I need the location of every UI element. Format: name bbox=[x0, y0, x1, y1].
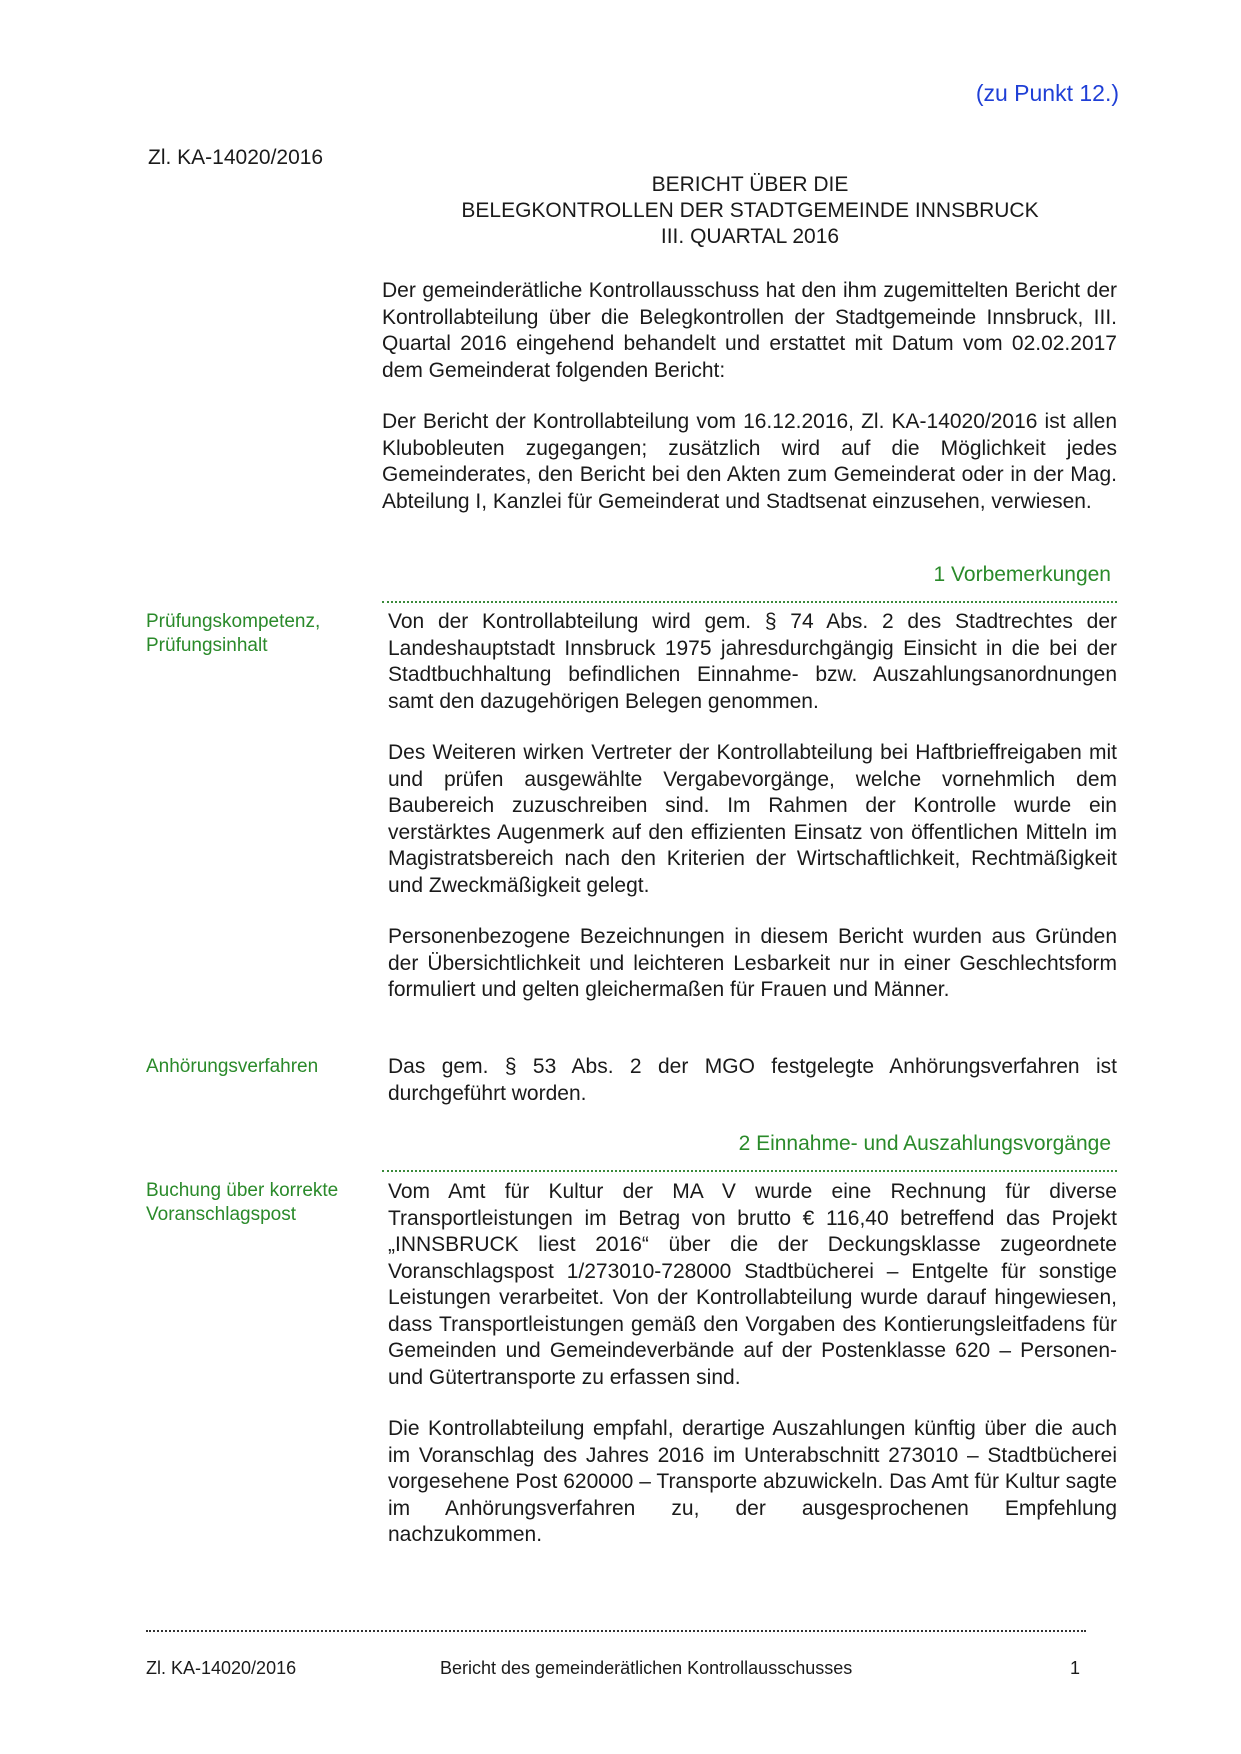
footer-reference: Zl. KA-14020/2016 bbox=[146, 1658, 297, 1678]
report-title bbox=[380, 172, 1120, 250]
section2-paragraph-2: Die Kontrollabteilung empfahl, derartige Auszahlungen künftig über die auch im Voranschlag des Jahres 2016 im Unterabschnitt 273010 – Stadtbücherei vorgesehene Post 620000 – Transporte abzuwickeln. Das Amt für Kultur sagte im Anhörungsverfahren zu, der ausgesprochenen Empfehlung nachzukommen. bbox=[388, 1417, 1117, 1546]
intro-paragraph-1: Der gemeinderätliche Kontrollausschuss hat den ihm zugemittelten Bericht der Kontrollabteilung über die Belegkontrollen der Stadtgemeinde Innsbruck, III. Quartal 2016 eingehend behandelt und erstattet mit Datum vom 02.02.2017 dem Gemeinderat folgenden Bericht: bbox=[382, 279, 1117, 382]
margin-note-pruefungskompetenz: Prüfungskompetenz, Prüfungsinhalt bbox=[146, 611, 321, 656]
intro-paragraph-2: Der Bericht der Kontrollabteilung vom 16.12.2016, Zl. KA-14020/2016 ist allen Klubobleuten zugegangen; zusätzlich wird auf die Möglichkeit jedes Gemeinderates, den Bericht bei den Akten zum Gemeinderat oder in der Mag. Abteilung I, Kanzlei für Gemeinderat und Stadtsenat einzusehen, verwiesen. bbox=[382, 410, 1117, 513]
section-heading-text: 2 Einnahme- und Auszahlungsvorgänge bbox=[738, 1132, 1111, 1155]
reference-number: Zl. KA-14020/2016 bbox=[148, 146, 324, 169]
section1-paragraph-4: Das gem. § 53 Abs. 2 der MGO festgelegte Anhörungsverfahren ist durchgeführt worden. bbox=[388, 1055, 1117, 1105]
section1-paragraph-2: Des Weiteren wirken Vertreter der Kontrollabteilung bei Haftbrieffreigaben mit und prüfen ausgewählte Vergabevorgänge, welche vornehmlich dem Baubereich zuzuschreiben sind. Im Rahmen der Kontrolle wurde ein verstärktes Augenmerk auf den effizienten Einsatz von öffentlichen Mitteln im Magistratsbereich nach den Kriterien der Wirtschaftlichkeit, Rechtmäßigkeit und Zweckmäßigkeit gelegt. bbox=[388, 741, 1117, 897]
page-number: 1 bbox=[1070, 1658, 1081, 1678]
title-line-2: BELEGKONTROLLEN DER STADTGEMEINDE INNSBRUCK bbox=[461, 199, 1039, 222]
title-line-1: BERICHT ÜBER DIE bbox=[651, 173, 849, 196]
margin-note-anhoerungsverfahren: Anhörungsverfahren bbox=[146, 1056, 319, 1077]
footer-title: Bericht des gemeinderätlichen Kontrollausschusses bbox=[440, 1658, 853, 1678]
section2-paragraph-1: Vom Amt für Kultur der MA V wurde eine Rechnung für diverse Transportleistungen im Betrag von brutto € 116,40 betreffend das Projekt „INNSBRUCK liest 2016“ über die der Deckungsklasse zugeordnete Voranschlagspost 1/273010-728000 Stadtbücherei – Entgelte für sonstige Leistungen verarbeitet. Von der Kontrollabteilung wurde darauf hingewiesen, dass Transportleistungen gemäß den Vorgaben des Kontierungsleitfadens für Gemeinden und Gemeindeverbände auf der Postenklasse 620 – Personen- und Gütertransporte zu erfassen sind. bbox=[388, 1180, 1117, 1389]
section-heading-vorbemerkungen bbox=[382, 563, 1117, 603]
margin-note-buchung: Buchung über korrekte Voranschlagspost bbox=[146, 1180, 339, 1225]
section-heading-text: 1 Vorbemerkungen bbox=[933, 563, 1111, 586]
agenda-item-note: (zu Punkt 12.) bbox=[975, 80, 1119, 106]
section1-paragraph-3: Personenbezogene Bezeichnungen in diesem Bericht wurden aus Gründen der Übersichtlichkeit und leichteren Lesbarkeit nur in einer Geschlechtsform formuliert und gelten gleichermaßen für Frauen und Männer. bbox=[388, 925, 1117, 1001]
section1-paragraph-1: Von der Kontrollabteilung wird gem. § 74 Abs. 2 des Stadtrechtes der Landeshauptstadt Innsbruck 1975 jahresdurchgängig Einsicht in die bei der Stadtbuchhaltung befindlichen Einnahme- bzw. Auszahlungsanordnungen samt den dazugehörigen Belegen genommen. bbox=[388, 610, 1117, 713]
title-line-3: III. QUARTAL 2016 bbox=[660, 225, 840, 248]
section-heading-einnahme-auszahlung bbox=[382, 1132, 1117, 1172]
footer-divider bbox=[146, 1630, 1086, 1632]
